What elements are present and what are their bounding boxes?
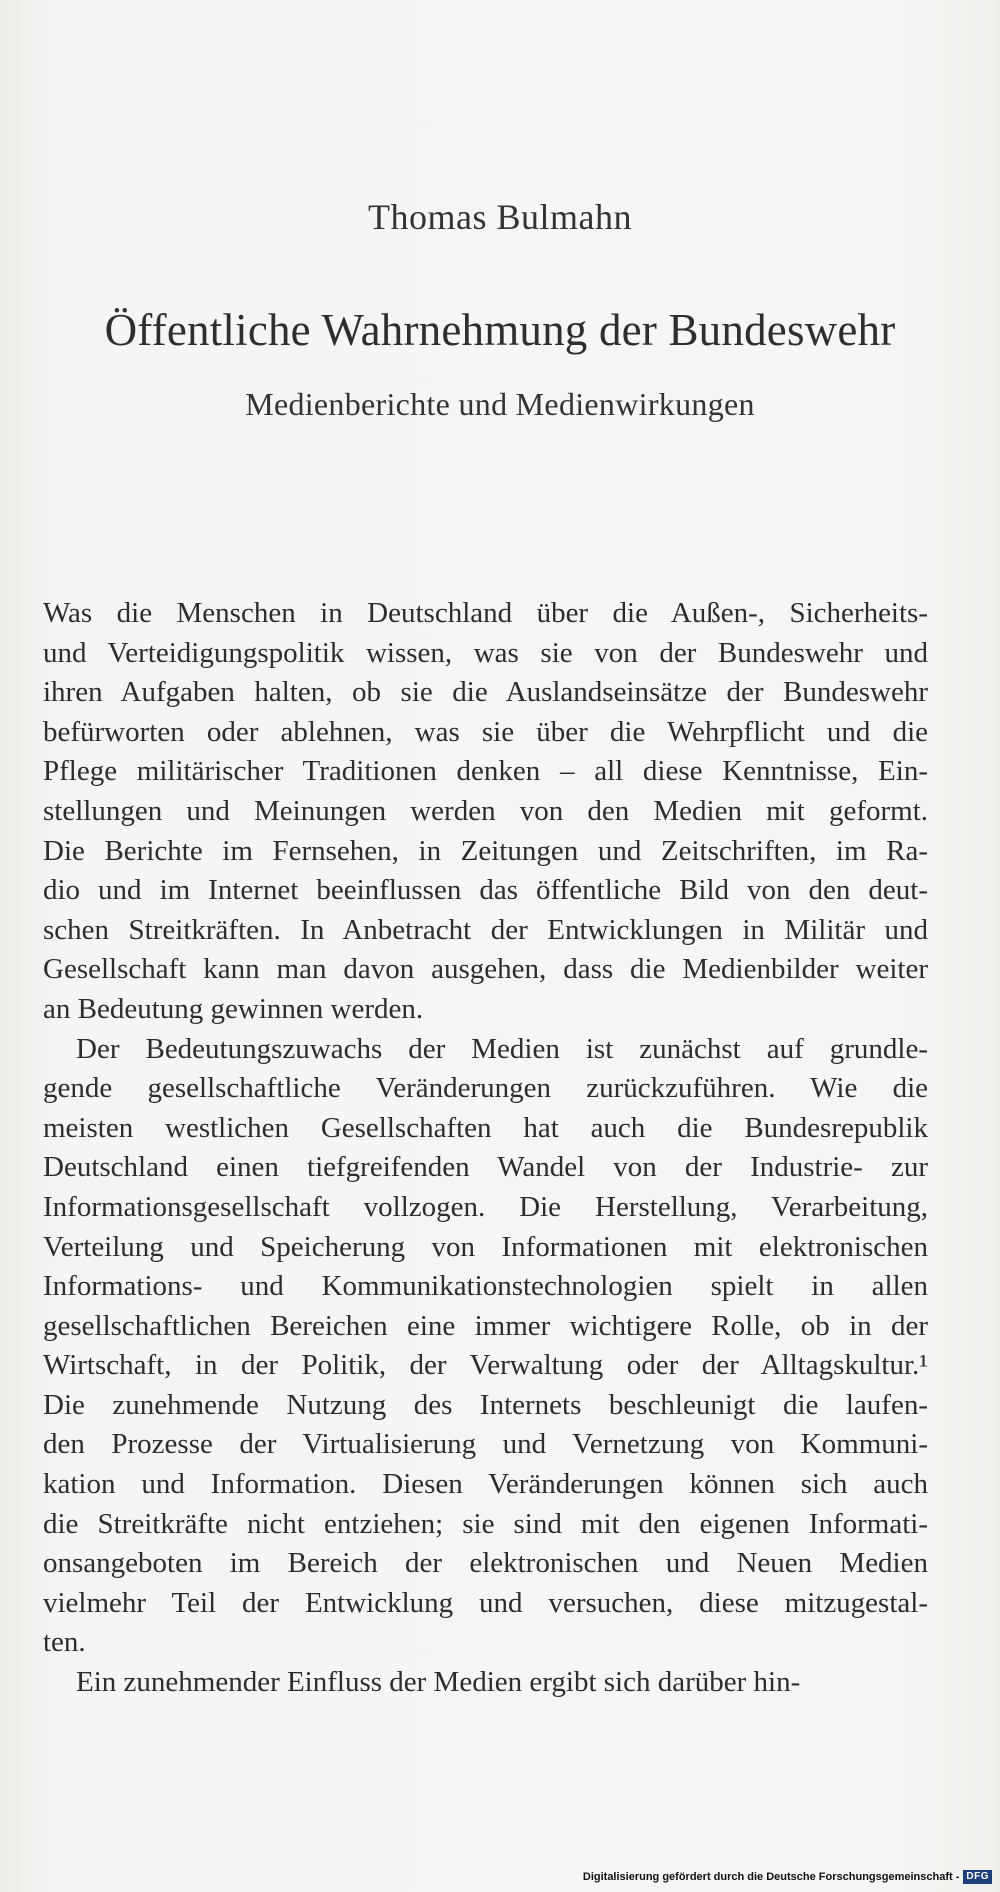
- text-line: Gesellschaft kann man davon ausgehen, dass die Medienbilder weiter: [43, 953, 928, 986]
- text-line: meisten westlichen Gesellschaften hat auch die Bundesrepublik: [43, 1111, 928, 1144]
- text-line: Deutschland einen tiefgreifenden Wandel von der Industrie- zur: [43, 1151, 928, 1184]
- text-line: und Verteidigungspolitik wissen, was sie von der Bundeswehr und: [43, 636, 928, 669]
- body-text: [43, 594, 928, 1703]
- text-line: Verteilung und Speicherung von Informationen mit elektronischen: [43, 1230, 928, 1263]
- text-line: kation und Information. Diesen Veränderungen können sich auch: [43, 1468, 928, 1501]
- text-line: Informationsgesellschaft vollzogen. Die Herstellung, Verarbeitung,: [43, 1190, 928, 1223]
- text-line: Informations- und Kommunikationstechnologien spielt in allen: [43, 1270, 928, 1303]
- text-line: stellungen und Meinungen werden von den Medien mit geformt.: [43, 794, 928, 827]
- text-line: an Bedeutung gewinnen werden.: [43, 992, 424, 1025]
- dfg-logo-icon: DFG: [963, 1870, 992, 1884]
- digitization-credit: [583, 1868, 992, 1886]
- text-line: gesellschaftlichen Bereichen eine immer wichtigere Rolle, ob in der: [43, 1309, 928, 1342]
- credit-text: Digitalisierung gefördert durch die Deutsche Forschungsgemeinschaft -: [582, 1871, 960, 1883]
- text-line: dio und im Internet beeinflussen das öffentliche Bild von den deut-: [43, 874, 928, 907]
- text-line: Die Berichte im Fernsehen, in Zeitungen und Zeitschriften, im Ra-: [43, 834, 928, 867]
- text-line: Ein zunehmender Einfluss der Medien ergibt sich darüber hin-: [76, 1666, 801, 1699]
- text-line: ihren Aufgaben halten, ob sie die Auslandseinsätze der Bundeswehr: [43, 676, 928, 709]
- text-line: Die zunehmende Nutzung des Internets beschleunigt die laufen-: [43, 1388, 928, 1421]
- text-line: die Streitkräfte nicht entziehen; sie sind mit den eigenen Informati-: [43, 1507, 928, 1540]
- text-line: den Prozesse der Virtualisierung und Vernetzung von Kommuni-: [43, 1428, 928, 1461]
- text-line: gende gesellschaftliche Veränderungen zurückzuführen. Wie die: [43, 1072, 928, 1105]
- text-line: Was die Menschen in Deutschland über die Außen-, Sicherheits-: [43, 597, 928, 629]
- text-line: onsangeboten im Bereich der elektronischen und Neuen Medien: [43, 1547, 928, 1580]
- text-line: Pflege militärischer Traditionen denken – all diese Kenntnisse, Ein-: [43, 755, 928, 788]
- chapter-title: Öffentliche Wahrnehmung der Bundeswehr: [104, 305, 896, 355]
- text-line: Wirtschaft, in der Politik, der Verwaltung oder der Alltagskultur.¹: [43, 1349, 928, 1382]
- author-name: Thomas Bulmahn: [368, 197, 632, 237]
- chapter-subtitle: Medienberichte und Medienwirkungen: [245, 386, 755, 422]
- text-line: vielmehr Teil der Entwicklung und versuchen, diese mitzugestal-: [43, 1586, 928, 1619]
- text-line: ten.: [43, 1626, 86, 1659]
- text-line: Der Bedeutungszuwachs der Medien ist zunächst auf grundle-: [76, 1032, 928, 1065]
- text-line: schen Streitkräften. In Anbetracht der Entwicklungen in Militär und: [43, 913, 928, 946]
- text-line: befürworten oder ablehnen, was sie über die Wehrpflicht und die: [43, 715, 928, 748]
